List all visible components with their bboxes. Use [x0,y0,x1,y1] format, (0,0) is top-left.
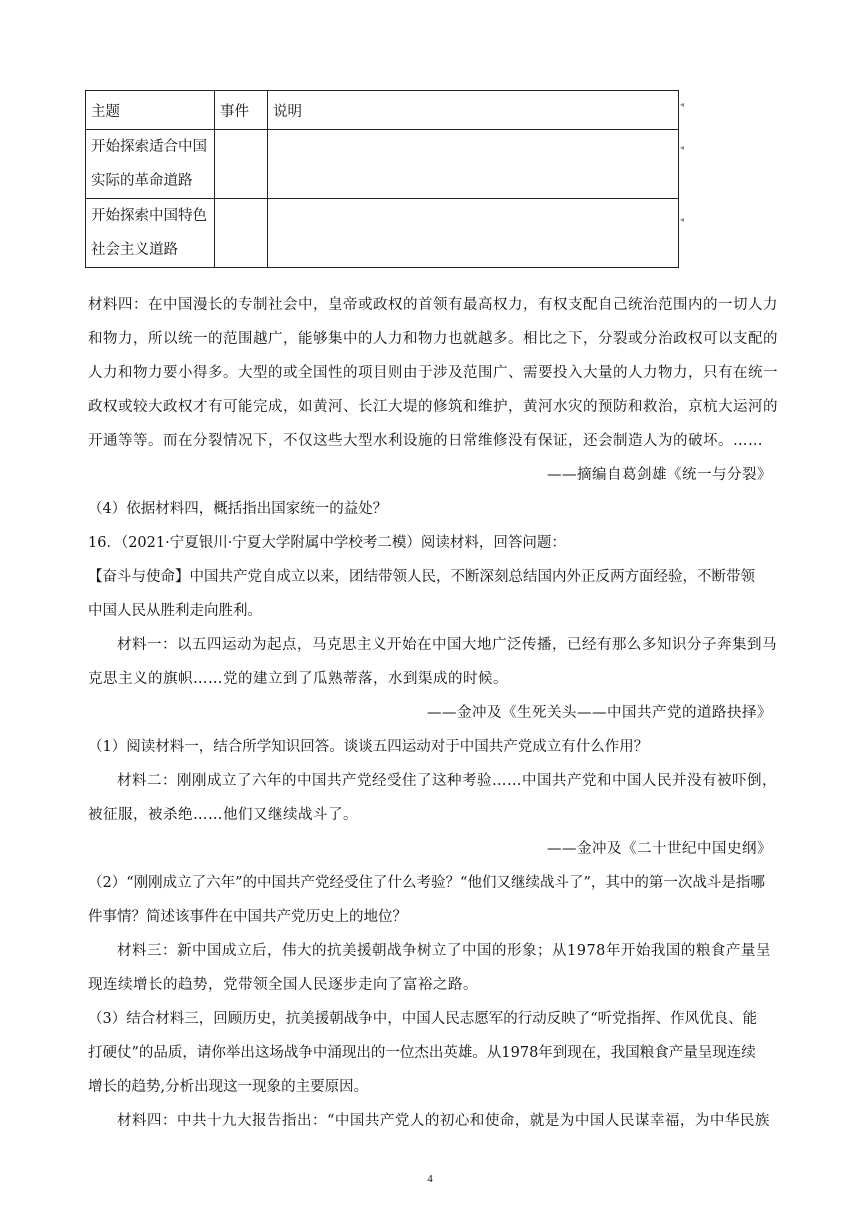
material-text: 材料二：刚刚成立了六年的中国共产党经受住了这种考验……中国共产党和中国人民并没有被吓倒， [117,773,777,789]
source-citation: ——摘编自葛剑雄《统一与分裂》 [547,467,772,483]
question-text: 件事情？简述该事件在中国共产党历史上的地位？ [88,909,407,925]
row-note-cell [268,199,679,268]
question-text: （2）“刚刚成立了六年”的中国共产党经受住了什么考验？“他们又继续战斗了”，其中的第一次战斗是指哪 [88,875,765,891]
material-text: 政权或较大政权才有可能完成，如黄河、长江大堤的修筑和维护，黄河水灾的预防和救治，京杭大运河的 [88,399,778,415]
edge-mark: ◂ [680,215,685,224]
row-event-cell [215,199,268,268]
question-text: 增长的趋势,分析出现这一现象的主要原因。 [88,1079,369,1095]
question-text: （4）依据材料四，概括指出国家统一的益处？ [88,501,388,517]
row-topic-line: 开始探索适合中国 [91,139,207,155]
question-heading: 16．（2021·宁夏银川·宁夏大学附属中学校考二模）阅读材料，回答问题： [88,535,566,551]
material-text: 和物力，所以统一的范围越广，能够集中的人力和物力也就越多。相比之下，分裂或分治政权可以支配的 [88,331,778,347]
question-text: （3）结合材料三，回顾历史，抗美援朝战争中，中国人民志愿军的行动反映了“听党指挥、作风优良、能 [88,1011,758,1027]
header-event: 事件 [215,91,268,130]
source-citation: ——金冲及《生死关头——中国共产党的道路抉择》 [427,705,772,721]
row-event-cell [215,130,268,199]
edge-mark: ◂ [680,100,685,109]
material-text: 开通等等。而在分裂情况下，不仅这些大型水利设施的日常维修没有保证，还会制造人为的破坏。…… [88,433,763,449]
row-topic-line: 实际的革命道路 [91,173,193,189]
material-text: 现连续增长的趋势，党带领全国人民逐步走向了富裕之路。 [88,977,478,993]
row-topic [86,130,215,199]
page-number: 4 [427,1173,433,1185]
table-header-row [86,91,679,130]
edge-mark: ◂ [680,143,685,152]
material-text: 材料四：在中国漫长的专制社会中，皇帝或政权的首领有最高权力，有权支配自己统治范围内的一切人力 [88,297,778,313]
section-intro: 中国人民从胜利走向胜利。 [88,603,262,619]
header-topic: 主题 [86,91,215,130]
source-citation: ——金冲及《二十世纪中国史纲》 [547,841,772,857]
row-topic-line: 开始探索中国特色 [91,208,207,224]
section-intro: 【奋斗与使命】中国共产党自成立以来，团结带领人民，不断深刻总结国内外正反两方面经验，不断带领 [88,569,755,585]
material-text: 材料四：中共十九大报告指出：“中国共产党人的初心和使命，就是为中国人民谋幸福，为中华民族 [117,1113,770,1129]
header-note: 说明 [268,91,679,130]
material-text: 材料一：以五四运动为起点，马克思主义开始在中国大地广泛传播，已经有那么多知识分子奔集到马 [117,637,777,653]
table-row [86,199,679,268]
material-text: 人力和物力要小得多。大型的或全国性的项目则由于涉及范围广、需要投入大量的人力物力，只有在统一 [88,365,778,381]
topic-table [85,90,679,268]
question-text: 打硬仗”的品质，请你举出这场战争中涌现出的一位杰出英雄。从1978年到现在，我国粮食产量呈现连续 [88,1045,756,1061]
table-row [86,130,679,199]
row-topic-line: 社会主义道路 [91,242,178,258]
row-note-cell [268,130,679,199]
material-text: 材料三：新中国成立后，伟大的抗美援朝战争树立了中国的形象；从1978年开始我国的粮食产量呈 [117,943,771,959]
row-topic [86,199,215,268]
question-text: （1）阅读材料一，结合所学知识回答。谈谈五四运动对于中国共产党成立有什么作用？ [88,739,649,755]
material-text: 被征服，被杀绝……他们又继续战斗了。 [88,807,358,823]
material-text: 克思主义的旗帜……党的建立到了瓜熟蒂落，水到渠成的时候。 [88,671,508,687]
